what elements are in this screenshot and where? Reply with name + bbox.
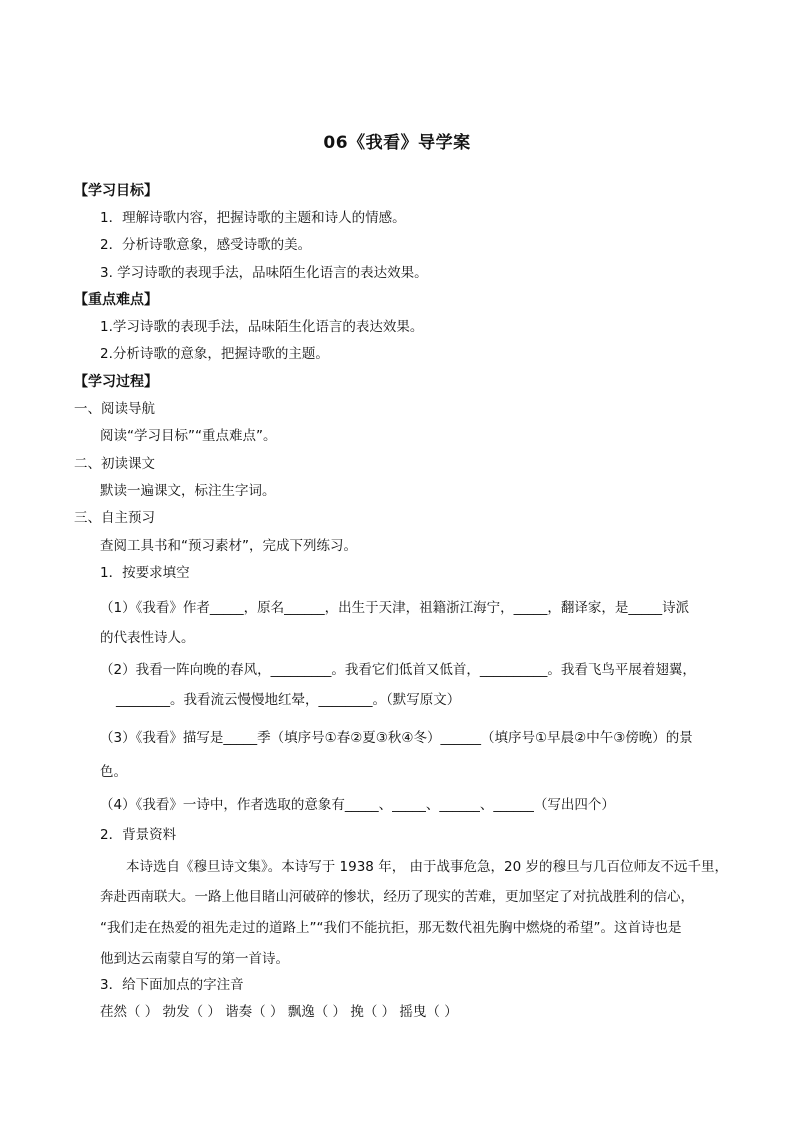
page-title: 06《我看》导学案 — [323, 133, 471, 153]
question-text: （2）我看一阵向晚的春风，_________。我看它们低首又低首，__________。我看飞鸟平展着翅翼， — [100, 662, 696, 678]
question-text: 色。 — [100, 764, 127, 780]
exercise-title: 2．背景资料 — [100, 827, 177, 843]
step-text: 阅读“学习目标”“重点难点”。 — [100, 428, 277, 444]
background-text: 奔赴西南联大。一路上他目睹山河破碎的惨状，经历了现实的苦难，更加坚定了对抗战胜利的信心， — [100, 889, 694, 905]
key-point-item: 2.分析诗歌的意象，把握诗歌的主题。 — [100, 346, 329, 362]
exercise-title: 3．给下面加点的字注音 — [100, 977, 244, 993]
step-title: 三、自主预习 — [74, 510, 155, 526]
step-title: 一、阅读导航 — [74, 401, 155, 417]
goal-item: 3. 学习诗歌的表现手法，品味陌生化语言的表达效果。 — [100, 265, 428, 281]
question-text: （1）《我看》作者_____，原名______，出生于天津，祖籍浙江海宁，_____，翻译家，是_____诗派 — [100, 600, 690, 616]
section-heading-key-points: 【重点难点】 — [74, 292, 158, 308]
question-text: 的代表性诗人。 — [100, 630, 195, 646]
background-text: 本诗选自《穆旦诗文集》。本诗写于 1938 年， 由于战事危急，20 岁的穆旦与几百位师友不远千里， — [126, 859, 728, 875]
background-text: “我们走在热爱的祖先走过的道路上”“我们不能抗拒，那无数代祖先胸中燃烧的希望”。这首诗也是 — [100, 920, 682, 936]
exercise-title: 1．按要求填空 — [100, 565, 190, 581]
question-text: （3）《我看》描写是_____季（填序号①春②夏③秋④冬）______（填序号①早晨②中午③傍晚）的景 — [100, 730, 693, 746]
step-title: 二、初读课文 — [74, 456, 155, 472]
key-point-item: 1.学习诗歌的表现手法，品味陌生化语言的表达效果。 — [100, 319, 424, 335]
pinyin-exercise-items: 荏然（ ） 勃发（ ） 谐奏（ ） 飘逸（ ） 挽（ ） 摇曳（ ） — [100, 1004, 458, 1020]
section-heading-process: 【学习过程】 — [74, 374, 158, 390]
step-text: 默读一遍课文，标注生字词。 — [100, 483, 276, 499]
background-text: 他到达云南蒙自写的第一首诗。 — [100, 951, 289, 967]
section-heading-goals: 【学习目标】 — [74, 183, 158, 199]
question-text: （4）《我看》一诗中，作者选取的意象有_____、_____、______、______（写出四个） — [100, 797, 615, 813]
goal-item: 2．分析诗歌意象，感受诗歌的美。 — [100, 237, 312, 253]
goal-item: 1．理解诗歌内容，把握诗歌的主题和诗人的情感。 — [100, 210, 406, 226]
question-text: ________。我看流云慢慢地红晕，________。（默写原文） — [116, 692, 461, 708]
step-text: 查阅工具书和“预习素材”，完成下列练习。 — [100, 538, 357, 554]
